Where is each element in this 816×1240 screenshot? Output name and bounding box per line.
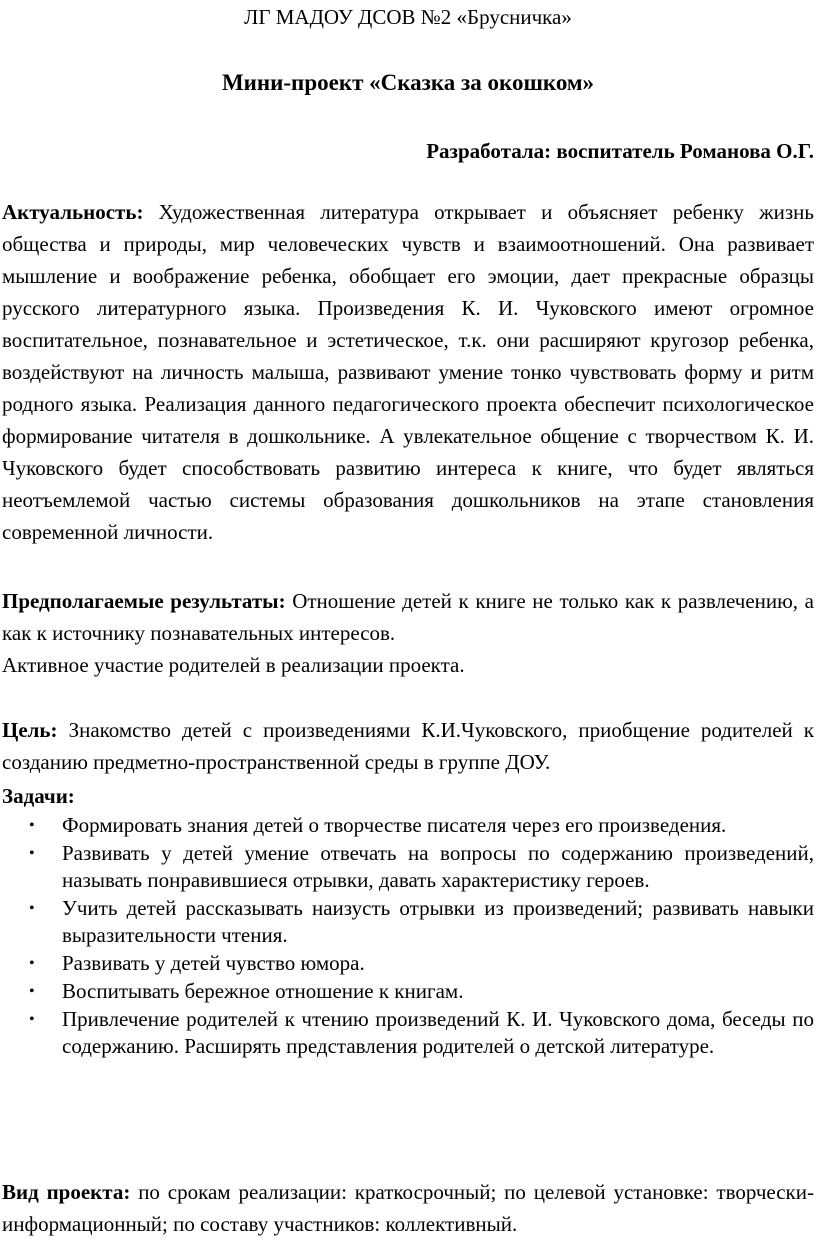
bullet-icon: • xyxy=(29,817,35,834)
organization-name: ЛГ МАДОУ ДСОВ №2 «Брусничка» xyxy=(244,5,572,29)
tasks-heading: Задачи: xyxy=(2,784,75,808)
project-type-text: по срокам реализации: краткосрочный; по целевой установке: творчески-информационный; по составу участников: коллективный. xyxy=(2,1180,814,1236)
relevance-text: Художественная литература открывает и объясняет ребенку жизнь общества и природы, мир человеческих чувств и взаимоотношений. Она развивает мышление и воображение ребенка, обобщает его эмоции, дает прекрасные образцы русского литературного языка. Произведения К. И. Чуковского имеют огромное воспитательное, познавательное и эстетическое, т.к. они расширяют кругозор ребенка, воздействуют на личность малыша, развивают умение тонко чувствовать форму и ритм родного языка. Реализация данного педагогического проекта обеспечит психологическое формирование читателя в дошкольнике. А увлекательное общение с творчеством К. И. Чуковского будет способствовать развитию интереса к книге, что будет являться неотъемлемой частью системы образования дошкольников на этапе становления современной личности. xyxy=(2,200,814,544)
relevance-label: Актуальность: xyxy=(2,200,144,224)
task-text: Учить детей рассказывать наизусть отрывки из произведений; развивать навыки выразительности чтения. xyxy=(62,896,814,947)
results-text: Отношение детей к книге не только как к развлечению, а как к источнику познавательных интересов. xyxy=(2,589,814,645)
project-type-label: Вид проекта: xyxy=(2,1180,131,1204)
project-type-paragraph xyxy=(2,1176,814,1240)
bullet-icon: • xyxy=(29,845,35,862)
task-item xyxy=(0,1006,814,1060)
bullet-icon: • xyxy=(29,1011,35,1028)
goal-paragraph xyxy=(2,714,814,778)
task-item xyxy=(0,895,814,949)
goal-label: Цель: xyxy=(2,718,58,742)
relevance-paragraph xyxy=(2,196,814,548)
task-item xyxy=(0,812,814,839)
task-text: Воспитывать бережное отношение к книгам. xyxy=(62,979,464,1003)
task-text: Развивать у детей умение отвечать на вопросы по содержанию произведений, называть понравившиеся отрывки, давать характеристику героев. xyxy=(62,841,814,892)
results-label: Предполагаемые результаты: xyxy=(2,589,286,613)
task-item xyxy=(0,840,814,894)
author-line: Разработала: воспитатель Романова О.Г. xyxy=(426,139,814,163)
results-extra-paragraph: Активное участие родителей в реализации проекта. xyxy=(2,653,465,677)
task-item xyxy=(0,978,814,1005)
bullet-icon: • xyxy=(29,900,35,917)
page-title: Мини-проект «Сказка за окошком» xyxy=(221,70,595,95)
task-item xyxy=(0,950,814,977)
task-text: Привлечение родителей к чтению произведений К. И. Чуковского дома, беседы по содержанию. Расширять представления родителей о детской литературе. xyxy=(62,1007,814,1058)
tasks-list xyxy=(0,812,814,1061)
results-paragraph xyxy=(2,585,814,649)
task-text: Формировать знания детей о творчестве писателя через его произведения. xyxy=(62,813,727,837)
task-text: Развивать у детей чувство юмора. xyxy=(62,951,365,975)
bullet-icon: • xyxy=(29,983,35,1000)
bullet-icon: • xyxy=(29,955,35,972)
goal-text: Знакомство детей с произведениями К.И.Чуковского, приобщение родителей к созданию предметно-пространственной среды в группе ДОУ. xyxy=(2,718,814,774)
